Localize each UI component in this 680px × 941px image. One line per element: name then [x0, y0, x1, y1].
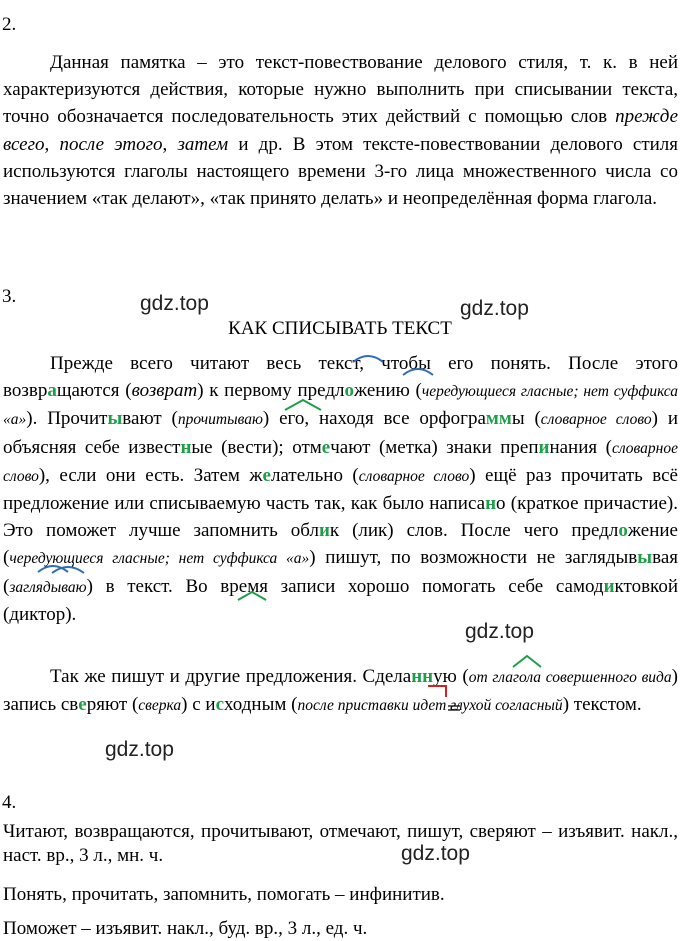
s3-t: ходным (: [224, 694, 298, 716]
orthogram-letter: и: [538, 436, 550, 458]
orthogram-letter: и: [318, 520, 330, 542]
s3-t: ы (: [511, 408, 541, 430]
watermark: gdz.top: [140, 292, 209, 315]
s3-t: нания (: [549, 436, 612, 458]
s2-text-2: и др. В этом тексте-повествовании делового стиля используются глаголы настоящего времени 3-го лица множественного числа со значением «так делают», «так принято делать» и неопределённая форма глагола.: [3, 133, 679, 210]
s3-t: Прежде всего читают весь текст, чтобы его понять. После этого возвр: [3, 353, 678, 402]
s3-note: прочитываю: [177, 411, 263, 429]
s3-note: после приставки идет глухой согласный: [297, 697, 563, 715]
orthogram-letter: е: [78, 694, 87, 716]
s3-t: ) текстом.: [562, 694, 642, 716]
s2-text-1: Данная памятка – это текст-повествование делового стиля, т. к. в ней характеризуются действия, которые нужно выполнить при списывании текста, точно обозначается последовательность этих действий с помощью слов: [3, 52, 678, 128]
s3-t: ) и объясняя себе извест: [3, 408, 679, 458]
s2-example-2: после этого: [59, 133, 163, 155]
s3-note: чередующиеся гласные; нет суффикса «а»: [9, 550, 310, 568]
s3-t: ряют (: [86, 694, 139, 716]
s2-example-1: прежде всего: [3, 106, 679, 155]
orthogram-letter: а: [47, 380, 57, 402]
section-4-number: 4.: [2, 792, 17, 813]
s3-t: ) в текст. Во время записи хорошо помогать себе самод: [86, 575, 604, 597]
s3-t: ) с и: [181, 694, 216, 716]
s3-note: словарное слово: [3, 439, 678, 485]
orthogram-letter: о: [344, 380, 354, 402]
section-3-paragraph-1: [3, 350, 678, 628]
s3-t: о (краткое причастие). Это поможет лучше запомнить обл: [3, 493, 678, 542]
s3-t: ) пишут, по возможности не заглядыв: [309, 547, 638, 569]
s3-t: ), если они есть. Затем ж: [38, 464, 263, 486]
s3-t: ую (: [433, 666, 469, 687]
section-4-line-3: Поможет – изъявит. накл., буд. вр., 3 л., ед. ч.: [3, 918, 368, 939]
orthogram-letter: о: [618, 520, 628, 542]
s3-t: чают (метка) знаки преп: [330, 436, 539, 458]
s3-t: Так же пишут и другие предложения. Сдела: [50, 666, 412, 687]
section-3-number: 3.: [2, 286, 17, 307]
watermark: gdz.top: [465, 620, 534, 643]
s3-note: от глагола совершенного вида: [468, 669, 672, 686]
s3-note: заглядываю: [9, 578, 87, 596]
orthogram-letter: н: [485, 493, 497, 515]
s3-t: вая (: [3, 547, 678, 597]
s3-t: ктовкой (диктор).: [3, 575, 678, 625]
orthogram-letter: ы: [107, 408, 123, 430]
s3-t: ые (вести); отм: [191, 436, 322, 458]
section-2-paragraph: [3, 49, 678, 212]
s3-t: вают (: [122, 408, 178, 430]
orthogram-letter: нн: [411, 666, 434, 687]
orthogram-letter: с: [215, 694, 225, 716]
s3-t: к (лик) слов. После чего предл: [329, 520, 619, 542]
section-3-paragraph-2: [3, 663, 678, 719]
orthogram-letter: е: [262, 464, 271, 486]
s2-comma-1: ,: [44, 133, 50, 155]
s3-t: ) ещё раз прочитать всё предложение или списываемую часть так, как было написа: [3, 464, 678, 515]
watermark: gdz.top: [105, 738, 174, 761]
s3-note: возврат: [131, 380, 198, 402]
section-4-line-1: Читают, возвращаются, прочитывают, отмечают, пишут, сверяют – изъявит. накл., наст. вр., 3 л., мн. ч.: [3, 821, 678, 866]
orthogram-letter: е: [321, 436, 331, 458]
s3-t: лательно (: [270, 464, 359, 486]
s2-comma-2: ,: [162, 133, 168, 155]
orthogram-letter: ы: [637, 547, 653, 569]
watermark: gdz.top: [401, 842, 470, 865]
s3-note: словарное слово: [358, 467, 470, 485]
orthogram-letter: и: [603, 575, 615, 597]
s3-t: жению (: [353, 380, 422, 402]
s3-t: ) его, находя все орфогра: [262, 408, 486, 430]
orthogram-letter: н: [180, 436, 192, 458]
s3-t: ) к первому предл: [197, 380, 345, 402]
s2-example-3: затем: [177, 133, 229, 155]
s3-note: чередующиеся гласные; нет суффикса «а»: [3, 383, 679, 429]
s3-t: жение (: [3, 520, 678, 569]
s3-note: словарное слово: [540, 411, 652, 429]
s3-t: ) запись св: [3, 666, 678, 716]
section-4-line-2: Понять, прочитать, запомнить, помогать – инфинитив.: [3, 884, 445, 905]
s3-t: ). Прочит: [26, 408, 108, 430]
s3-note: сверка: [138, 697, 182, 715]
text-title: КАК СПИСЫВАТЬ ТЕКСТ: [228, 318, 452, 339]
s3-t: щаются (: [56, 380, 132, 402]
section-2-number: 2.: [2, 14, 17, 35]
watermark: gdz.top: [460, 297, 529, 320]
orthogram-letter: мм: [485, 408, 512, 430]
